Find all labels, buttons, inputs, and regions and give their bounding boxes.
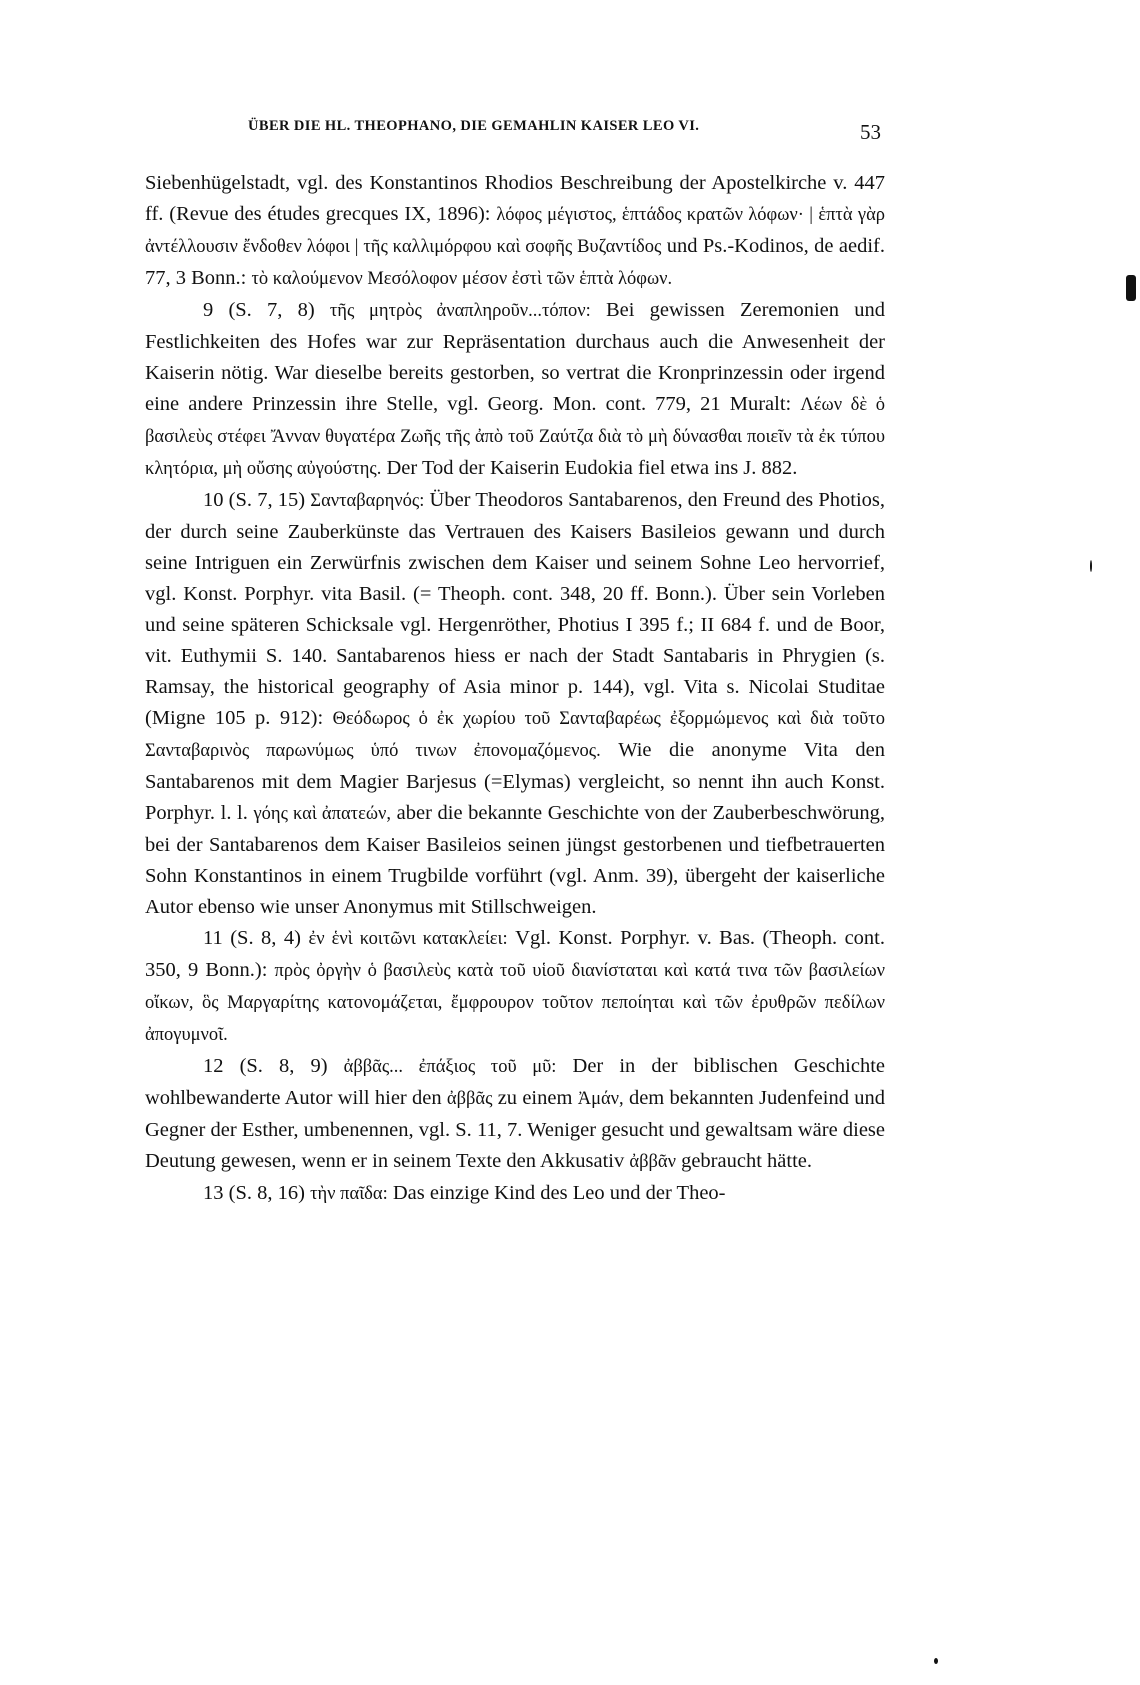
text-run: 12 (S. 8, 9) xyxy=(203,1055,344,1077)
text-run: 9 (S. 7, 8) xyxy=(203,299,330,321)
note-11 xyxy=(145,923,885,1051)
text-run: zu einem xyxy=(492,1087,578,1109)
note-13 xyxy=(145,1178,885,1210)
greek-quotation: Ἀμάν, xyxy=(577,1089,624,1109)
running-title: ÜBER DIE HL. THEOPHANO, DIE GEMAHLIN KAISER LEO VI. xyxy=(248,118,700,134)
greek-quotation: πρὸς ὀργὴν ὁ βασιλεὺς κατὰ τοῦ υἱοῦ διανίσταται καὶ κατά τινα τῶν βασιλείων οἴκων, ὃς Μαργαρίτης κατονομάζεται, ἔμφρουρον τοῦτον πεποίηται καὶ τῶν ἐρυθρῶν πεδίλων ἀπογυμνοῖ. xyxy=(145,961,885,1045)
greek-quotation: γόης καὶ ἀπατεών, xyxy=(253,804,392,824)
scan-speck xyxy=(934,1658,938,1664)
greek-quotation: Σανταβαρηνός: xyxy=(310,491,425,511)
text-run: dem bekannten Judenfeind und Gegner der Esther, umbenennen, vgl. S. 11, 7. Weniger gesucht und gewaltsam wäre diese Deutung gewesen, wenn er in seinem Texte den Akkusativ xyxy=(145,1087,885,1172)
text-run: Wie die anonyme Vita den Santabarenos mit dem Magier Barjesus (=Elymas) vergleicht, so nennt ihn auch Konst. Porphyr. l. l. xyxy=(145,739,885,824)
text-run: Vgl. Konst. Porphyr. v. Bas. (Theoph. cont. 350, 9 Bonn.): xyxy=(145,927,886,981)
greek-quotation: Θεόδωρος ὁ ἐκ χωρίου τοῦ Σανταβαρέως ἐξορμώμενος καὶ διὰ τοῦτο Σανταβαρινὸς παρωνύμως ὑπό τινων ἐπονομαζόμενος. xyxy=(145,709,885,761)
text-run: Siebenhügelstadt, vgl. des Konstantinos Rhodios Beschreibung der Apostelkirche v. 447 ff. (Revue des études grecques IX, 1896): xyxy=(145,172,885,225)
scan-speck xyxy=(1126,275,1136,301)
text-run: gebraucht hätte. xyxy=(675,1150,812,1172)
note-9 xyxy=(145,295,885,485)
text-run: 10 (S. 7, 15) xyxy=(203,489,311,511)
text-run: Der Tod der Kaiserin Eudokia fiel etwa ins J. 882. xyxy=(381,457,798,479)
greek-quotation: ἐν ἑνὶ κοιτῶνι κατακλείει: xyxy=(308,929,508,949)
page-number: 53 xyxy=(860,120,881,144)
greek-quotation: τῆς μητρὸς ἀναπληροῦν...τόπον: xyxy=(329,301,591,321)
text-run: Der in der biblischen Geschichte wohlbewanderte Autor will hier den xyxy=(145,1055,886,1109)
note-12 xyxy=(145,1051,885,1178)
text-run: und Ps.-Kodinos, de aedif. 77, 3 Bonn.: xyxy=(145,235,885,289)
text-run: 11 (S. 8, 4) xyxy=(203,927,309,949)
note-continuation xyxy=(145,168,885,295)
text-run: aber die bekannte Geschichte von der Zauberbeschwörung, bei der Santabarenos dem Kaiser Basileios seinen jüngst gestorbenen und tiefbetrauerten Sohn Konstantinos in einem Trugbilde vorführt (vgl. Anm. 39), übergeht der kaiserliche Autor ebenso wie unser Anonymus mit Stillschweigen. xyxy=(145,802,885,918)
greek-quotation: ἀββᾶς... ἐπάξιος τοῦ μῦ: xyxy=(343,1057,557,1077)
greek-quotation: ἀββᾶς xyxy=(446,1089,493,1109)
greek-quotation: τὴν παῖδα: xyxy=(310,1184,388,1204)
greek-quotation: Λέων δὲ ὁ βασιλεὺς στέφει Ἄνναν θυγατέρα Ζωῆς τῆς ἀπὸ τοῦ Ζαύτζα διὰ τὸ μὴ δύνασθαι ποιεῖν τὰ ἐκ τύπου κλητόρια, μὴ οὔσης αὐγούστης. xyxy=(145,395,885,479)
greek-quotation: τὸ καλούμενον Μεσόλοφον μέσον ἐστὶ τῶν ἑπτὰ λόφων. xyxy=(251,269,673,289)
text-run: Bei gewissen Zeremonien und Festlichkeiten des Hofes war zur Repräsentation durchaus auch die Anwesenheit der Kaiserin nötig. War dieselbe bereits gestorben, so vertrat die Kronprinzessin oder irgend eine andere Prinzessin ihre Stelle, vgl. Georg. Mon. cont. 779, 21 Muralt: xyxy=(145,299,885,415)
greek-quotation: ἀββᾶν xyxy=(629,1152,676,1172)
text-run: Über Theodoros Santabarenos, den Freund des Photios, der durch seine Zauberkünste das Vertrauen des Kaisers Basileios gewann und durch seine Intriguen ein Zerwürfnis zwischen dem Kaiser und seinem Sohne Leo hervorrief, vgl. Konst. Porphyr. vita Basil. (= Theoph. cont. 348, 20 ff. Bonn.). Über sein Vorleben und seine späteren Schicksale vgl. Hergenröther, Photius I 395 f.; II 684 f. und de Boor, vit. Euthymii S. 140. Santabarenos hiess er nach der Stadt Santabaris in Phrygien (s. Ramsay, the historical geography of Asia minor p. 144), vgl. Vita s. Nicolai Studitae (Migne 105 p. 912): xyxy=(145,489,885,729)
scan-speck xyxy=(1090,560,1092,572)
greek-quotation: λόφος μέγιστος, ἑπτάδος κρατῶν λόφων· | ἑπτὰ γὰρ ἀντέλλουσιν ἔνδοθεν λόφοι | τῆς καλλιμόρφου καὶ σοφῆς Βυζαντίδος xyxy=(145,205,885,257)
note-10 xyxy=(145,485,885,923)
text-run: Das einzige Kind des Leo und der Theo- xyxy=(387,1182,726,1204)
text-run: 13 (S. 8, 16) xyxy=(203,1182,311,1204)
footnotes-text xyxy=(145,168,885,1210)
